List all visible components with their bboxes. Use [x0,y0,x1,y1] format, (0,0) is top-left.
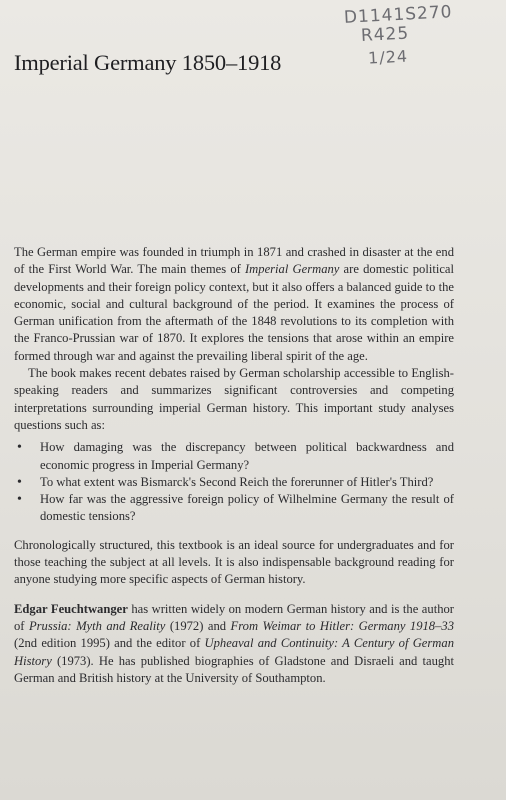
intro-book-title: Imperial Germany [244,262,340,277]
author-bio-text-4: (1973). He has published biographies of Gladstone and Disraeli and taught German and British history at the University of Southampton. [14,653,454,685]
blurb-text [14,244,454,687]
intro-text-2: are domestic political developments and their foreign policy context, but it also offers a balanced guide to the economic, social and cultural background of the period. It examines the process of German unification from the aftermath of the 1848 revolutions to its completion with the Franco-Prussian war of 1870. It explores the tensions that arose within an empire formed through war and against the prevailing liberal spirit of the age. [14,262,454,363]
author-bio [14,601,454,687]
handwritten-line-1: D1141S270 [343,2,453,28]
handwritten-line-2: R425 [360,23,410,46]
author-book-2: From Weimar to Hitler: Germany 1918–33 [230,618,454,633]
question-item: • How damaging was the discrepancy between political backwardness and economic progress in Imperial Germany? [14,439,454,474]
author-name: Edgar Feuchtwanger [14,601,128,616]
author-bio-text-3: (2nd edition 1995) and the editor of [14,636,205,651]
author-bio-text-2: (1972) and [165,618,231,633]
author-book-3: Upheaval and Continuity: A Century of German History [14,636,454,668]
intro-paragraph [14,244,454,365]
author-bio-text-1: has written widely on modern German history and is the author of [14,601,454,633]
question-item: • To what extent was Bismarck's Second Reich the forerunner of Hitler's Third? [14,474,454,491]
handwritten-shelfmark [344,3,456,69]
handwritten-line-3: 1/24 [367,46,409,68]
book-title: Imperial Germany 1850–1918 [14,50,282,75]
debates-paragraph: The book makes recent debates raised by German scholarship accessible to English-speaking readers and summarizes significant controversies and competing interpretations surrounding imperial German history. This important study analyses questions such as: [14,366,454,432]
summary-paragraph: Chronologically structured, this textbook is an ideal source for undergraduates and for those teaching the subject at all levels. It is also indispensable background reading for anyone studying more specific aspects of German history. [14,537,454,587]
question-item: • How far was the aggressive foreign policy of Wilhelmine Germany the result of domestic tensions? [14,491,454,526]
author-book-1: Prussia: Myth and Reality [28,618,166,633]
intro-text-1: The German empire was founded in triumph in 1871 and crashed in disaster at the end of the First World War. The main themes of [14,245,454,277]
questions-list [14,439,454,525]
